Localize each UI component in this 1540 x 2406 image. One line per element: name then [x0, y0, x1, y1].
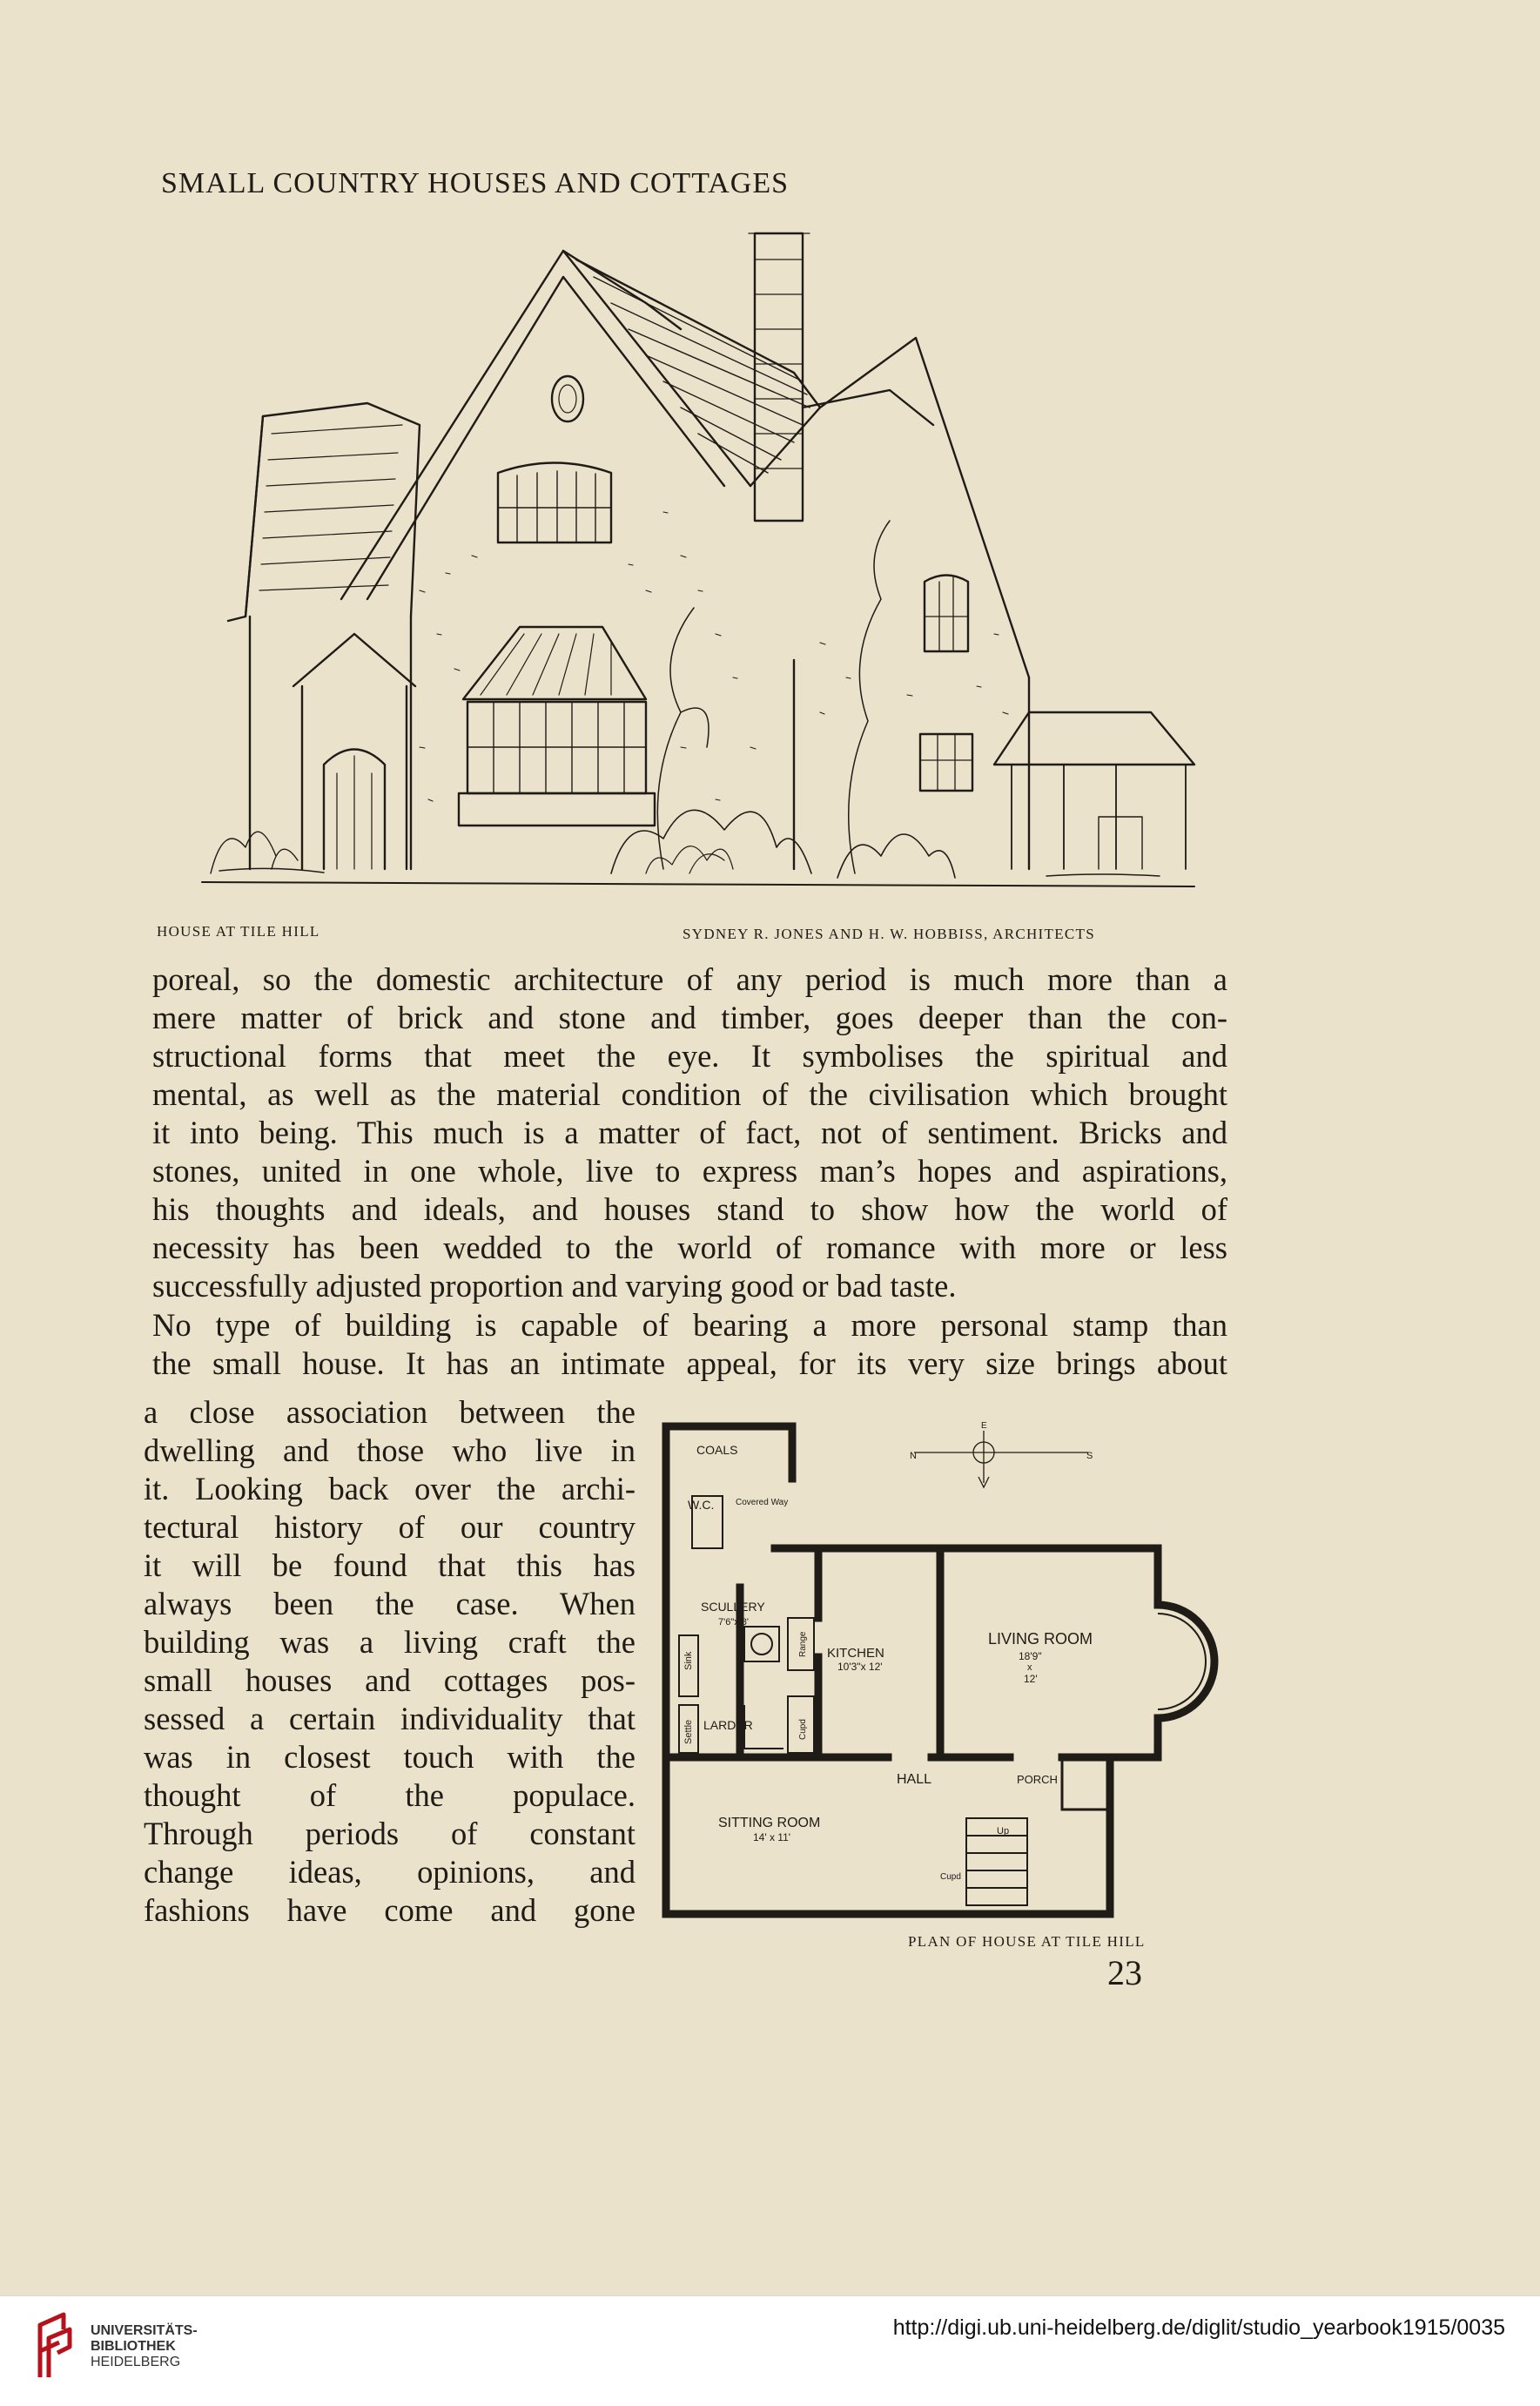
illustration-caption-right: SYDNEY R. JONES AND H. W. HOBBISS, ARCHITECTS [683, 926, 1095, 942]
body-line: Through periods of constant [144, 1816, 636, 1851]
compass-s-label: S [1086, 1451, 1093, 1461]
library-name-line: BIBLIOTHEK [91, 2339, 176, 2354]
body-line: his thoughts and ideals, and houses stand to show how the world of [152, 1191, 1227, 1227]
plan-label-kitchen: KITCHEN [827, 1646, 884, 1661]
body-line: poreal, so the domestic architecture of any period is much more than a [152, 961, 1227, 997]
plan-label-living-size-x: x [1027, 1662, 1032, 1673]
plan-label-scullery: SCULLERY [701, 1600, 765, 1614]
body-line: sessed a certain individuality that [144, 1701, 636, 1736]
body-line: No type of building is capable of bearing a more personal stamp than [152, 1307, 1227, 1343]
plan-label-hall: HALL [897, 1772, 932, 1787]
library-name-line: UNIVERSITÄTS- [91, 2323, 198, 2338]
plan-label-sitting-size: 14' x 11' [753, 1831, 791, 1843]
body-line: structional forms that meet the eye. It symbolises the spiritual and [152, 1038, 1227, 1074]
plan-label-kitchen-size: 10'3"x 12' [837, 1661, 883, 1673]
page-number: 23 [1107, 1953, 1142, 1992]
body-line: fashions have come and gone [144, 1892, 636, 1928]
body-line: tectural history of our country [144, 1509, 636, 1545]
library-logo-icon [33, 2308, 77, 2386]
body-line: it will be found that this has [144, 1547, 636, 1583]
body-line: building was a living craft the [144, 1624, 636, 1660]
plan-label-porch: PORCH [1017, 1773, 1058, 1786]
plan-label-sink: Sink [683, 1651, 694, 1670]
plan-caption: PLAN OF HOUSE AT TILE HILL [908, 1933, 1146, 1950]
plan-label-cupd-2: Cupd [940, 1872, 961, 1882]
plan-label-sitting-room: SITTING ROOM [718, 1816, 821, 1830]
body-line: necessity has been wedded to the world of romance with more or less [152, 1230, 1227, 1265]
compass-n-label: N [910, 1451, 917, 1461]
body-line: it into being. This much is a matter of fact, not of sentiment. Bricks and [152, 1115, 1227, 1150]
body-line: change ideas, opinions, and [144, 1854, 636, 1890]
body-line: a close association between the [144, 1394, 636, 1430]
compass-icon [914, 1431, 1088, 1487]
body-line: was in closest touch with the [144, 1739, 636, 1775]
library-name-line: HEIDELBERG [91, 2355, 181, 2369]
plan-label-settle: Settle [683, 1719, 694, 1744]
running-head: SMALL COUNTRY HOUSES AND COTTAGES [161, 167, 790, 199]
compass-e-label: E [981, 1421, 987, 1431]
plan-label-up: Up [997, 1826, 1010, 1837]
body-line: always been the case. When [144, 1586, 636, 1621]
body-line: mental, as well as the material condition of the civilisation which brought [152, 1076, 1227, 1112]
illustration-caption-left: HOUSE AT TILE HILL [157, 923, 320, 940]
plan-label-living-room: LIVING ROOM [988, 1630, 1093, 1648]
body-line: stones, united in one whole, live to express man’s hopes and aspirations, [152, 1153, 1227, 1189]
plan-label-living-size-1: 18'9" [1019, 1650, 1042, 1662]
body-line: small houses and cottages pos- [144, 1662, 636, 1698]
floor-plan [653, 1409, 1227, 1923]
plan-label-wc: W.C. [688, 1498, 715, 1512]
house-illustration [193, 225, 1203, 904]
body-line: the small house. It has an intimate appeal, for its very size brings about [152, 1345, 1227, 1381]
body-line: it. Looking back over the archi- [144, 1471, 636, 1506]
body-line: dwelling and those who live in [144, 1432, 636, 1468]
footer-bar [0, 2295, 1540, 2406]
plan-label-coals: COALS [696, 1443, 738, 1457]
permalink-url[interactable]: http://digi.ub.uni-heidelberg.de/diglit/studio_yearbook1915/0035 [892, 2315, 1505, 2340]
plan-label-larder: LARDER [703, 1718, 753, 1732]
body-line: successfully adjusted proportion and varying good or bad taste. [152, 1268, 957, 1304]
plan-label-covered-way: Covered Way [736, 1498, 789, 1507]
body-line: mere matter of brick and stone and timber, goes deeper than the con- [152, 1000, 1227, 1035]
plan-label-living-size-2: 12' [1024, 1673, 1038, 1685]
plan-label-cupd: Cupd [798, 1719, 808, 1740]
plan-label-scullery-size: 7'6"x 8' [718, 1617, 750, 1628]
body-line: thought of the populace. [144, 1777, 636, 1813]
library-name [91, 2323, 198, 2370]
plan-label-range: Range [798, 1631, 808, 1657]
